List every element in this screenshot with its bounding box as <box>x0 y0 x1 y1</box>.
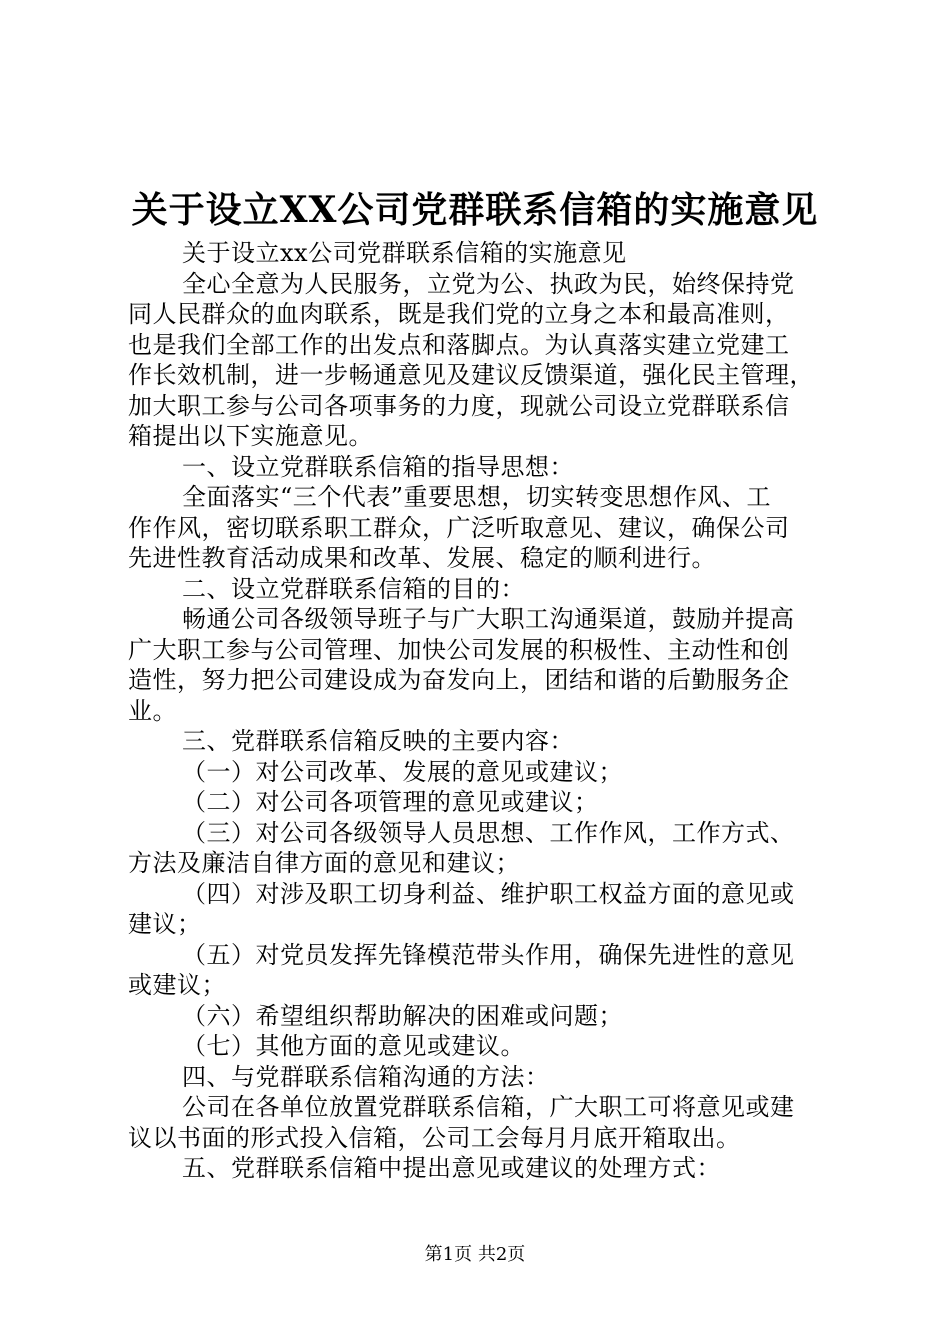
body-line: 公司在各单位放置党群联系信箱，广大职工可将意见或建 <box>182 1093 795 1121</box>
body-line: 作作风，密切联系职工群众，广泛听取意见、建议，确保公司 <box>128 513 790 542</box>
body-line: 作长效机制，进一步畅通意见及建议反馈渠道，强化民主管理， <box>128 361 814 389</box>
body-line: （三）对公司各级领导人员思想、工作作风，工作方式、 <box>182 818 795 847</box>
document-body <box>128 238 832 1184</box>
body-line: 造性，努力把公司建设成为奋发向上，团结和谐的后勤服务企 <box>128 666 790 694</box>
body-line: 三、党群联系信箱反映的主要内容： <box>182 727 574 755</box>
body-line: 也是我们全部工作的出发点和落脚点。为认真落实建立党建工 <box>128 330 790 359</box>
body-line: 方法及廉洁自律方面的意见和建议； <box>128 849 520 877</box>
body-line: 建议； <box>128 910 202 938</box>
body-line: （二）对公司各项管理的意见或建议； <box>182 788 599 816</box>
body-line: （四）对涉及职工切身利益、维护职工权益方面的意见或 <box>182 879 795 908</box>
page-footer: 第1页 共2页 <box>424 1244 526 1265</box>
body-line: 畅通公司各级领导班子与广大职工沟通渠道，鼓励并提高 <box>182 605 795 633</box>
body-line: （七）其他方面的意见或建议。 <box>182 1032 525 1060</box>
body-line: 箱提出以下实施意见。 <box>128 422 373 450</box>
body-line: 先进性教育活动成果和改革、发展、稳定的顺利进行。 <box>128 544 716 572</box>
body-line: （一）对公司改革、发展的意见或建议； <box>182 757 623 786</box>
body-line: 五、党群联系信箱中提出意见或建议的处理方式： <box>182 1154 721 1182</box>
body-line: 或建议； <box>128 971 226 999</box>
body-line: 业。 <box>128 696 177 725</box>
body-line: 二、设立党群联系信箱的目的： <box>182 574 525 603</box>
body-line: 四、与党群联系信箱沟通的方法： <box>182 1062 550 1091</box>
document-title: 关于设立XX公司党群联系信箱的实施意见 <box>131 189 819 231</box>
body-line: 议以书面的形式投入信箱，公司工会每月月底开箱取出。 <box>128 1123 741 1152</box>
body-line: 同人民群众的血肉联系，既是我们党的立身之本和最高准则， <box>128 300 790 328</box>
body-line: 一、设立党群联系信箱的指导思想： <box>182 452 574 481</box>
body-line: （六）希望组织帮助解决的困难或问题； <box>182 1001 623 1030</box>
body-line: 广大职工参与公司管理、加快公司发展的积极性、主动性和创 <box>128 635 790 664</box>
body-line: 关于设立xx公司党群联系信箱的实施意见 <box>182 239 627 267</box>
body-line: 加大职工参与公司各项事务的力度，现就公司设立党群联系信 <box>128 391 790 420</box>
body-line: 全面落实“三个代表”重要思想，切实转变思想作风、工 <box>182 483 772 511</box>
body-line: （五）对党员发挥先锋模范带头作用，确保先进性的意见 <box>182 940 795 969</box>
body-line: 全心全意为人民服务，立党为公、执政为民，始终保持党 <box>182 269 795 298</box>
